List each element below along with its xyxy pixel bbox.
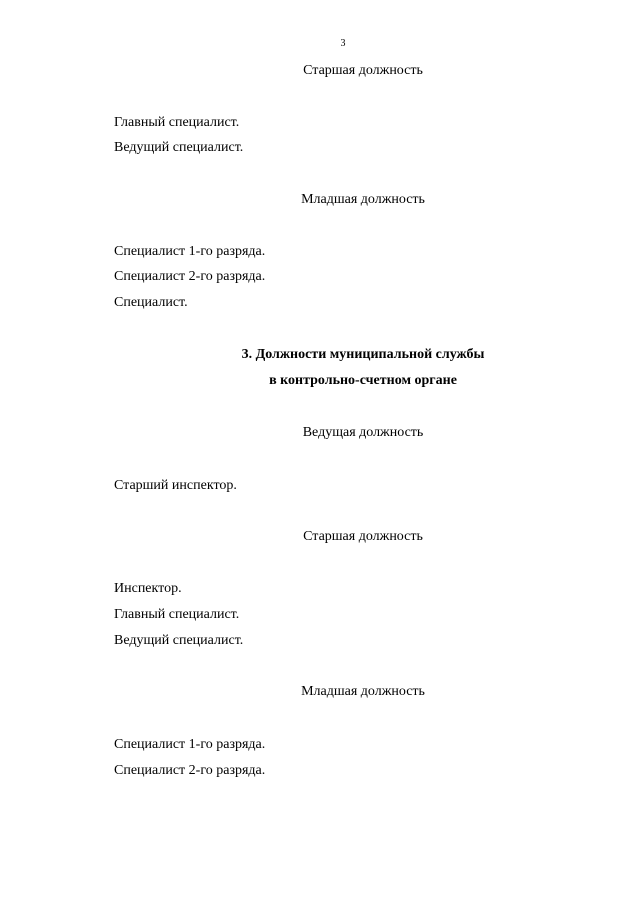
section-heading: Младшая должность [301,192,425,207]
list-item: Специалист. [114,295,188,310]
section-heading: Старшая должность [303,529,423,544]
section-heading: Старшая должность [303,63,423,78]
list-item: Специалист 2-го разряда. [114,269,266,284]
section-heading: Ведущая должность [302,425,424,440]
list-item: Специалист 1-го разряда. [114,244,266,259]
list-item: Главный специалист. [114,115,240,130]
list-item: Инспектор. [114,581,182,596]
list-item: Специалист 1-го разряда. [114,737,266,752]
chapter-title: 3. Должности муниципальной службы [241,347,485,362]
list-item: Ведущий специалист. [114,140,244,155]
chapter-subtitle: в контрольно-счетном органе [269,373,457,388]
list-item: Ведущий специалист. [114,633,244,648]
page-number: 3 [340,38,346,49]
list-item: Главный специалист. [114,607,240,622]
list-item: Старший инспектор. [114,478,237,493]
section-heading: Младшая должность [301,684,425,699]
list-item: Специалист 2-го разряда. [114,763,266,778]
